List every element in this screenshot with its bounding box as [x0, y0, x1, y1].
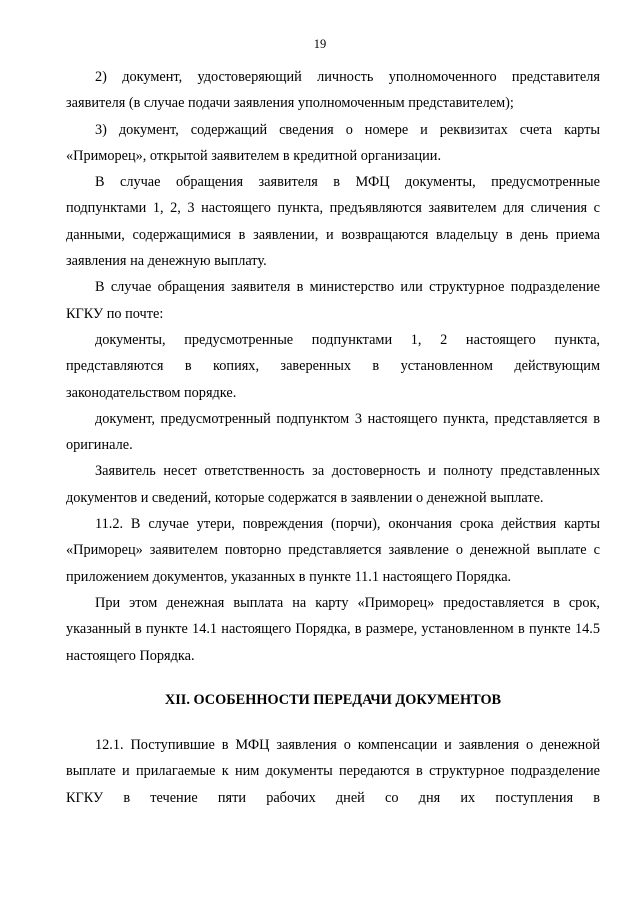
paragraph: Заявитель несет ответственность за достоверность и полноту представленных документов и сведений, которые содержатся в заявлении о денежной выплате.: [66, 463, 600, 506]
document-body: [66, 64, 600, 811]
paragraph: 12.1. Поступившие в МФЦ заявления о компенсации и заявления о денежной выплате и прилагаемые к ним документы передаются в структурное подразделение КГКУ в течение пяти рабочих дней со дня их поступления в: [66, 737, 600, 806]
section-heading: XII. ОСОБЕННОСТИ ПЕРЕДАЧИ ДОКУМЕНТОВ: [164, 691, 502, 708]
paragraph: 3) документ, содержащий сведения о номере и реквизитах счета карты «Приморец», открытой заявителем в кредитной организации.: [66, 121, 600, 164]
paragraph: При этом денежная выплата на карту «Приморец» предоставляется в срок, указанный в пункте 14.1 настоящего Порядка, в размере, установленном в пункте 14.5 настоящего Порядка.: [66, 594, 600, 664]
paragraph: документы, предусмотренные подпунктами 1, 2 настоящего пункта, представляются в копиях, заверенных в установленном действующим законодательством порядке.: [66, 331, 600, 401]
paragraph: В случае обращения заявителя в министерство или структурное подразделение КГКУ по почте:: [66, 279, 600, 322]
paragraph: 2) документ, удостоверяющий личность уполномоченного представителя заявителя (в случае подачи заявления уполномоченным представителем);: [66, 69, 600, 112]
paragraph: 11.2. В случае утери, повреждения (порчи), окончания срока действия карты «Приморец» заявителем повторно представляется заявление о денежной выплате с приложением документов, указанных в пункте 11.1 настоящего Порядка.: [66, 516, 600, 585]
paragraph: В случае обращения заявителя в МФЦ документы, предусмотренные подпунктами 1, 2, 3 настоящего пункта, предъявляются заявителем для сличения с данными, содержащимися в заявлении, и возвращаются владельцу в день приема заявления на денежную выплату.: [66, 174, 600, 270]
paragraph: документ, предусмотренный подпунктом 3 настоящего пункта, представляется в оригинале.: [66, 410, 600, 454]
page-number: 19: [313, 37, 327, 51]
